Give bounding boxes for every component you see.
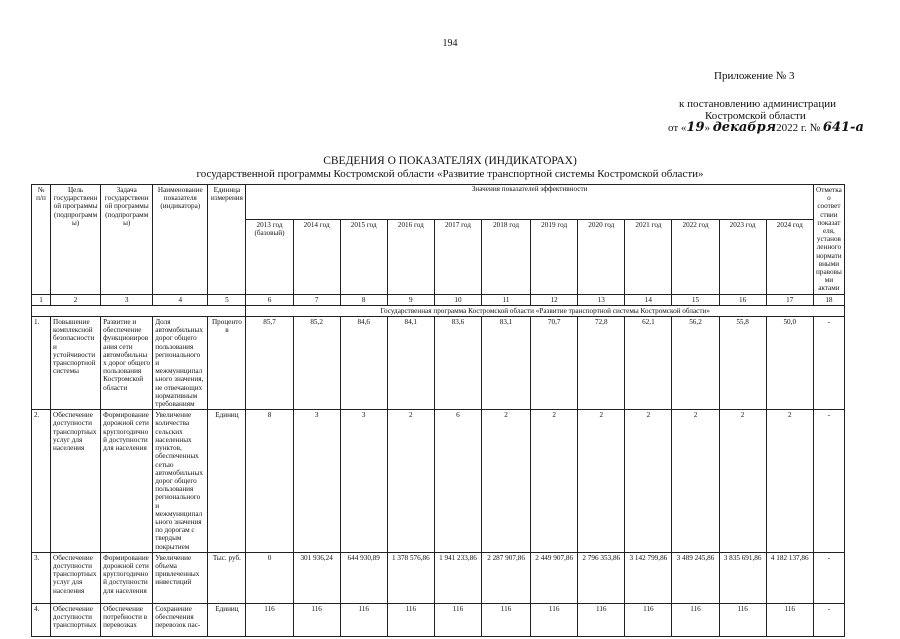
year-header: 2023 год xyxy=(719,219,766,294)
column-number: 3 xyxy=(101,294,153,305)
decree-number-handwritten: 641-а xyxy=(822,120,864,135)
year-header: 2022 год xyxy=(672,219,719,294)
row-value: 2 xyxy=(482,410,531,552)
date-prefix: от « xyxy=(668,122,687,134)
document-subtitle: государственной программы Костромской области «Развитие транспортной системы Костромской области» xyxy=(196,168,704,180)
row-mark: - xyxy=(813,552,844,603)
row-value: 2 xyxy=(766,410,813,552)
document-title: СВЕДЕНИЯ О ПОКАЗАТЕЛЯХ (ИНДИКАТОРАХ) xyxy=(323,155,577,167)
header-mark: Отметка о соответствии показателя, установленного нормативными правовыми актами xyxy=(813,185,844,295)
column-number: 18 xyxy=(813,294,844,305)
row-goal: Обеспечение доступности транспортных услуг для населения xyxy=(51,552,101,603)
row-value: 2 xyxy=(625,410,672,552)
row-value: 1 378 576,86 xyxy=(387,552,434,603)
row-mark: - xyxy=(813,317,844,410)
column-number: 9 xyxy=(387,294,434,305)
column-number: 8 xyxy=(340,294,387,305)
header-goal: Цель государственной программы (подпрограммы) xyxy=(51,185,101,295)
row-value: 55,8 xyxy=(719,317,766,410)
row-value: 2 xyxy=(531,410,578,552)
column-number: 10 xyxy=(434,294,481,305)
column-number: 5 xyxy=(208,294,246,305)
row-task: Формирование дорожной сети круглогодичной доступности для населения xyxy=(101,410,153,552)
row-indicator: Сохранение обеспечения перевозок пас- xyxy=(153,603,208,636)
row-value: 116 xyxy=(719,603,766,636)
row-value: 116 xyxy=(293,603,340,636)
header-num: № п/п xyxy=(32,185,51,295)
row-num: 3. xyxy=(32,552,51,603)
header-row-1 xyxy=(32,185,845,220)
row-goal: Повышение комплексной безопасности и устойчивости транспортной системы xyxy=(51,317,101,410)
column-number: 14 xyxy=(625,294,672,305)
year-header: 2020 год xyxy=(578,219,625,294)
row-task: Развитие и обеспечение функционирования сети автомобильных дорог общего пользования Костромской области xyxy=(101,317,153,410)
table-row xyxy=(32,410,845,552)
column-number: 13 xyxy=(578,294,625,305)
row-task: Формирование дорожной сети круглогодичной доступности для населения xyxy=(101,552,153,603)
row-mark: - xyxy=(813,410,844,552)
program-name: Государственная программа Костромской области «Развитие транспортной системы Костромской области» xyxy=(246,305,845,316)
row-value: 116 xyxy=(434,603,481,636)
row-indicator: Увеличение количества сельских населенных пунктов, обеспеченных сетью автомобильных дорог общего пользования регионального и межмуниципального значения по дорогам с твердым покрытием xyxy=(153,410,208,552)
indicators-table xyxy=(31,184,845,637)
year-header: 2021 год xyxy=(625,219,672,294)
row-value: 4 182 137,86 xyxy=(766,552,813,603)
row-value: 50,0 xyxy=(766,317,813,410)
year-header: 2024 год xyxy=(766,219,813,294)
row-indicator: Доля автомобильных дорог общего пользования регионального и межмуниципального значения, не отвечающих нормативным требованиям xyxy=(153,317,208,410)
row-value: 83,1 xyxy=(482,317,531,410)
row-value: 2 796 353,86 xyxy=(578,552,625,603)
decree-date-line xyxy=(668,120,864,135)
row-value: 116 xyxy=(246,603,293,636)
row-unit: Единиц xyxy=(208,410,246,552)
row-value: 6 xyxy=(434,410,481,552)
header-task: Задача государственной программы (подпрограммы) xyxy=(101,185,153,295)
row-value: 116 xyxy=(766,603,813,636)
row-value: 70,7 xyxy=(531,317,578,410)
row-value: 84,1 xyxy=(387,317,434,410)
row-value: 2 xyxy=(578,410,625,552)
year-header: 2019 год xyxy=(531,219,578,294)
table-row xyxy=(32,552,845,603)
row-value: 301 936,24 xyxy=(293,552,340,603)
row-value: 56,2 xyxy=(672,317,719,410)
column-number: 7 xyxy=(293,294,340,305)
row-value: 0 xyxy=(246,552,293,603)
date-day-handwritten: 19 xyxy=(686,120,705,135)
row-value: 116 xyxy=(578,603,625,636)
column-number: 4 xyxy=(153,294,208,305)
program-row xyxy=(32,305,845,316)
row-goal: Обеспечение доступности транспортных xyxy=(51,603,101,636)
header-indicator-name: Наименование показателя (индикатора) xyxy=(153,185,208,295)
column-number: 6 xyxy=(246,294,293,305)
row-unit: Тыс. руб. xyxy=(208,552,246,603)
row-unit: Единиц xyxy=(208,603,246,636)
row-value: 116 xyxy=(672,603,719,636)
column-number: 1 xyxy=(32,294,51,305)
table-row xyxy=(32,317,845,410)
row-value: 2 449 907,86 xyxy=(531,552,578,603)
row-unit: Процентов xyxy=(208,317,246,410)
year-header: 2014 год xyxy=(293,219,340,294)
row-value: 116 xyxy=(387,603,434,636)
row-mark: - xyxy=(813,603,844,636)
row-value: 62,1 xyxy=(625,317,672,410)
row-indicator: Увеличение объема привлеченных инвестиций xyxy=(153,552,208,603)
decree-line-1: к постановлению администрации xyxy=(679,98,836,110)
row-value: 116 xyxy=(625,603,672,636)
date-mid: » xyxy=(704,122,713,134)
appendix-label: Приложение № 3 xyxy=(714,70,795,82)
row-value: 85,2 xyxy=(293,317,340,410)
row-value: 116 xyxy=(531,603,578,636)
header-unit: Единица измерения xyxy=(208,185,246,295)
row-value: 3 142 799,86 xyxy=(625,552,672,603)
column-numbers-row xyxy=(32,294,845,305)
year-header: 2013 год (базовый) xyxy=(246,219,293,294)
row-value: 2 287 907,86 xyxy=(482,552,531,603)
row-value: 8 xyxy=(246,410,293,552)
row-value: 83,6 xyxy=(434,317,481,410)
column-number: 11 xyxy=(482,294,531,305)
header-values: Значения показателей эффективности xyxy=(246,185,813,220)
row-value: 3 xyxy=(340,410,387,552)
row-value: 3 835 691,86 xyxy=(719,552,766,603)
row-task: Обеспечение потребности в перевозках xyxy=(101,603,153,636)
row-value: 84,6 xyxy=(340,317,387,410)
row-value: 2 xyxy=(387,410,434,552)
row-value: 3 xyxy=(293,410,340,552)
row-value: 3 489 245,86 xyxy=(672,552,719,603)
year-header: 2018 год xyxy=(482,219,531,294)
page-number: 194 xyxy=(442,38,458,49)
year-header: 2017 год xyxy=(434,219,481,294)
row-num: 1. xyxy=(32,317,51,410)
date-year: 2022 г. № xyxy=(776,122,823,134)
row-value: 116 xyxy=(340,603,387,636)
row-value: 2 xyxy=(719,410,766,552)
row-value: 116 xyxy=(482,603,531,636)
row-value: 72,8 xyxy=(578,317,625,410)
year-header: 2016 год xyxy=(387,219,434,294)
column-number: 15 xyxy=(672,294,719,305)
row-value: 2 xyxy=(672,410,719,552)
row-value: 1 941 233,86 xyxy=(434,552,481,603)
year-header: 2015 год xyxy=(340,219,387,294)
row-num: 2. xyxy=(32,410,51,552)
column-number: 16 xyxy=(719,294,766,305)
row-goal: Обеспечение доступности транспортных услуг для населения xyxy=(51,410,101,552)
table-row xyxy=(32,603,845,636)
column-number: 17 xyxy=(766,294,813,305)
row-num: 4. xyxy=(32,603,51,636)
date-month-handwritten: декабря xyxy=(712,120,777,135)
column-number: 2 xyxy=(51,294,101,305)
column-number: 12 xyxy=(531,294,578,305)
row-value: 85,7 xyxy=(246,317,293,410)
decree-line-2: Костромской области xyxy=(705,110,806,122)
program-row-spacer xyxy=(32,305,246,316)
row-value: 644 930,89 xyxy=(340,552,387,603)
